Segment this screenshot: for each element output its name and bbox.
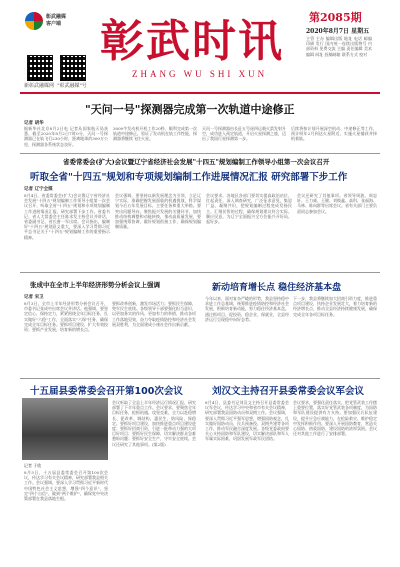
qr-label: "彰武融媒"号: [57, 83, 87, 89]
qr-code-icon: [27, 55, 53, 81]
bottom-left-headline: 十五届县委常委会召开第100次会议: [30, 386, 183, 397]
photo-caption: 记者 于欣: [24, 463, 42, 468]
article-text: 会议要求，各地区各部门要切实提高政治站位，扛起责任，深入调查研究，广泛征求意见，集思广益、凝聚共识，把规划编制过程变成发扬民主、汇聚民智的过程，确保规划建议符合实际、顺应民意，为辽宁全面振兴全方位振兴开好局、起好步。: [206, 193, 292, 225]
left-mid-headline: 张成中在全市上半年经济形势分析会议上强调: [30, 281, 160, 289]
article-text: 8月4日，县委书记刘汉文主持召开县委常委会议军会议，传达学习中央和省市有关会议精神，研究部署我县国防动员和双拥工作。会议强调，要深入贯彻习近平强军思想，增强国防观念，扎实做好国防动员、民兵预备役、双拥共建等各项工作，推动军民融合深度发展。各级党委政府要关心支持国防和军队建设，切实解决部队和军人军属实际困难，巩固发展军政军民团结。: [205, 400, 289, 442]
qr-code-icon: [60, 55, 86, 81]
section-divider: [20, 272, 380, 273]
logo-icon: [25, 12, 43, 30]
header-divider: [20, 92, 380, 94]
left-mid-byline: 记者 宋卫: [24, 295, 44, 300]
right-mid-headline: 新动培育增长点 稳住经济基本盘: [212, 283, 342, 293]
top-story-byline: 记者 辽宁全媒: [24, 187, 53, 192]
lead-byline: 记者 胡华: [24, 121, 44, 126]
article-text: 会议还研究了其他事项。省领导周波、周忠轩、王力威、王健、刘焕鑫、高科、张福海、马林、陈向群等出席会议。省有关部门主要负责同志参加会议。: [297, 193, 377, 214]
article-text: 8月4日，省委常委会(扩大)会议暨辽宁省经济社会发展"十四五"规划编制工作领导小组第一次会议召开，听取全省"十四五"规划和专项规划编制工作进展情况汇报，研究部署下步工作。省委书记、省人大常委会主任陈求发主持会议并讲话，省委副书记、省长唐一军出席。会议指出，编制好"十四五"规划意义重大，要深入学习贯彻习近平总书记关于"十四五"规划编制工作的重要指示精神。: [24, 193, 110, 240]
article-text: 后续将按计划开展深空机动、中途修正等工作，预计明年2月到达火星附近，实施火星捕获并择机着陆。: [291, 126, 377, 142]
issue-date: 2020年8月7日 星期五: [306, 28, 370, 35]
issue-number: 第2085期: [309, 11, 362, 24]
article-text: 8月3日，全市上半年经济形势分析会议召开，市委书记张成中出席会议并讲话。他强调，要坚定信心、保持定力，紧紧围绕全年目标任务，扎实做好"六稳"工作，全面落实"六保"任务，确保完成全年目标任务。要抓项目建设，扩大有效投资；要抓产业发展，培育新的增长点。: [24, 301, 108, 333]
article-text: 据新华社北京8月2日电 记者从国家航天局获悉，截至2020年8月2日7时0分，天问一号探测器已在轨飞行230小时，距离地球约300万公里，探测器各系统状态良好。: [24, 126, 108, 147]
section-divider: [20, 153, 380, 154]
top-story-headline: 听取全省"十四五"规划和专项规划编制工作进展情况汇报 研究部署下步工作: [30, 172, 348, 183]
article-text: 会议强调，要坚持以新发展理念为引领，立足辽宁实际，准确把握发展面临的机遇挑战，科学谋划今后五年发展目标、主要任务和重大举措。要突出问题导向，聚焦振兴发展的关键环节，加快推动结构调整和动能转换，推动高质量发展，要加强统筹协调，做好规划衔接工作，确保规划编制质量。: [115, 193, 201, 230]
meeting-photo: [22, 398, 108, 460]
article-text: 下一步，我县将继续加大招商引资力度，推进重点项目建设，扶持企业发展壮大，着力培育新的经济增长点，推动全县经济持续健康发展，确保完成全年各项目标任务。: [293, 296, 377, 317]
article-text: 要抓改革创新，激发市场活力；要抓民生保障，兜牢民生底线。各级领导干部要强化担当意识，以更加务实的作风、更加有力的举措，推动各项工作落地见效，奋力夺取疫情防控和经济社会发展双胜利，为全面建成小康社会作出新贡献。: [112, 301, 196, 327]
article-text: 8月5日，十五届县委常委会召开第100次会议，传达学习有关会议精神，研究部署我县相关工作。会议强调，要深入学习贯彻习近平新时代中国特色社会主义思想，增强"四个意识"，坚定"四个自信"，做到"两个维护"，确保党中央决策部署在我县落地生根。: [24, 470, 108, 502]
section-divider: [20, 378, 380, 379]
masthead-pinyin: ZHANG WU SHI XUN: [132, 69, 268, 79]
article-text: 天问一号探测器由长征五号遥四运载火箭发射升空，成功进入预定轨道，开启火星探测之旅，迈出了我国行星探测第一步。: [202, 126, 286, 142]
lead-headline: "天问一号"探测器完成第一次轨道中途修正: [85, 103, 295, 116]
top-story-kicker: 省委常委会(扩大)会议暨辽宁省经济社会发展"十四五"规划编制工作领导小组第一次会议召开: [63, 158, 330, 166]
bottom-right-headline: 刘汉文主持召开县委常委会议军会议: [212, 386, 365, 397]
article-text: 今年以来，面对复杂严峻的形势，我县坚持稳中求进工作总基调，统筹推进疫情防控和经济社会发展，积极培育新动能，努力稳住经济基本盘。通过抓项目、促投资、稳企业、保就业，全县经济运行呈现稳中向好态势。: [205, 296, 289, 322]
logo-text: 彰武融媒 客户端: [46, 14, 67, 27]
qr-label: 新彰武融媒网: [24, 83, 55, 89]
masthead-info: 主管 主办 编辑出版 地址 电话 邮编 印刷 发行 国内统一连续出版物号 内部资料 免费交流 主编 责任编辑 美术编辑 网址 投稿邮箱 联系方式 校对: [306, 36, 372, 57]
app-logo: [25, 12, 43, 30]
masthead-title: 彰武时讯: [100, 16, 284, 67]
article-text: 会议听取了全县上半年经济运行情况汇报，研究部署了下半年重点工作。会议要求，要聚焦全年目标任务，抢抓机遇、攻坚克难，全力以赴稳增长、促改革、调结构、惠民生、防风险、保稳定。要抓好项目建设，加快推进重点项目建设进度；要抓好招商引资，引进一批带动力强的大项目好项目；要抓好民生保障，切实解决群众急难愁盼问题；要抓好安全生产，守牢安全底线。会议还研究了其他事项。(第2版): [112, 400, 196, 447]
article-text: 3000牛发动机开机工作20秒，顺利完成第一次轨道中途修正，验证了发动机在轨工作性能，探测器将继续飞往火星。: [113, 126, 197, 142]
article-text: 会议要求，要强化责任落实，把党管武装工作摆上重要位置，落实好党管武装各项制度，为国防和军队建设提供有力支持。要加强民兵队伍建设，提升应急应战能力，在抢险救灾、维护稳定中发挥积极作用。要深入开展国防教育，营造关心国防、热爱国防、建设国防的浓厚氛围。会议还对其他工作进行了安排部署。: [293, 400, 377, 437]
